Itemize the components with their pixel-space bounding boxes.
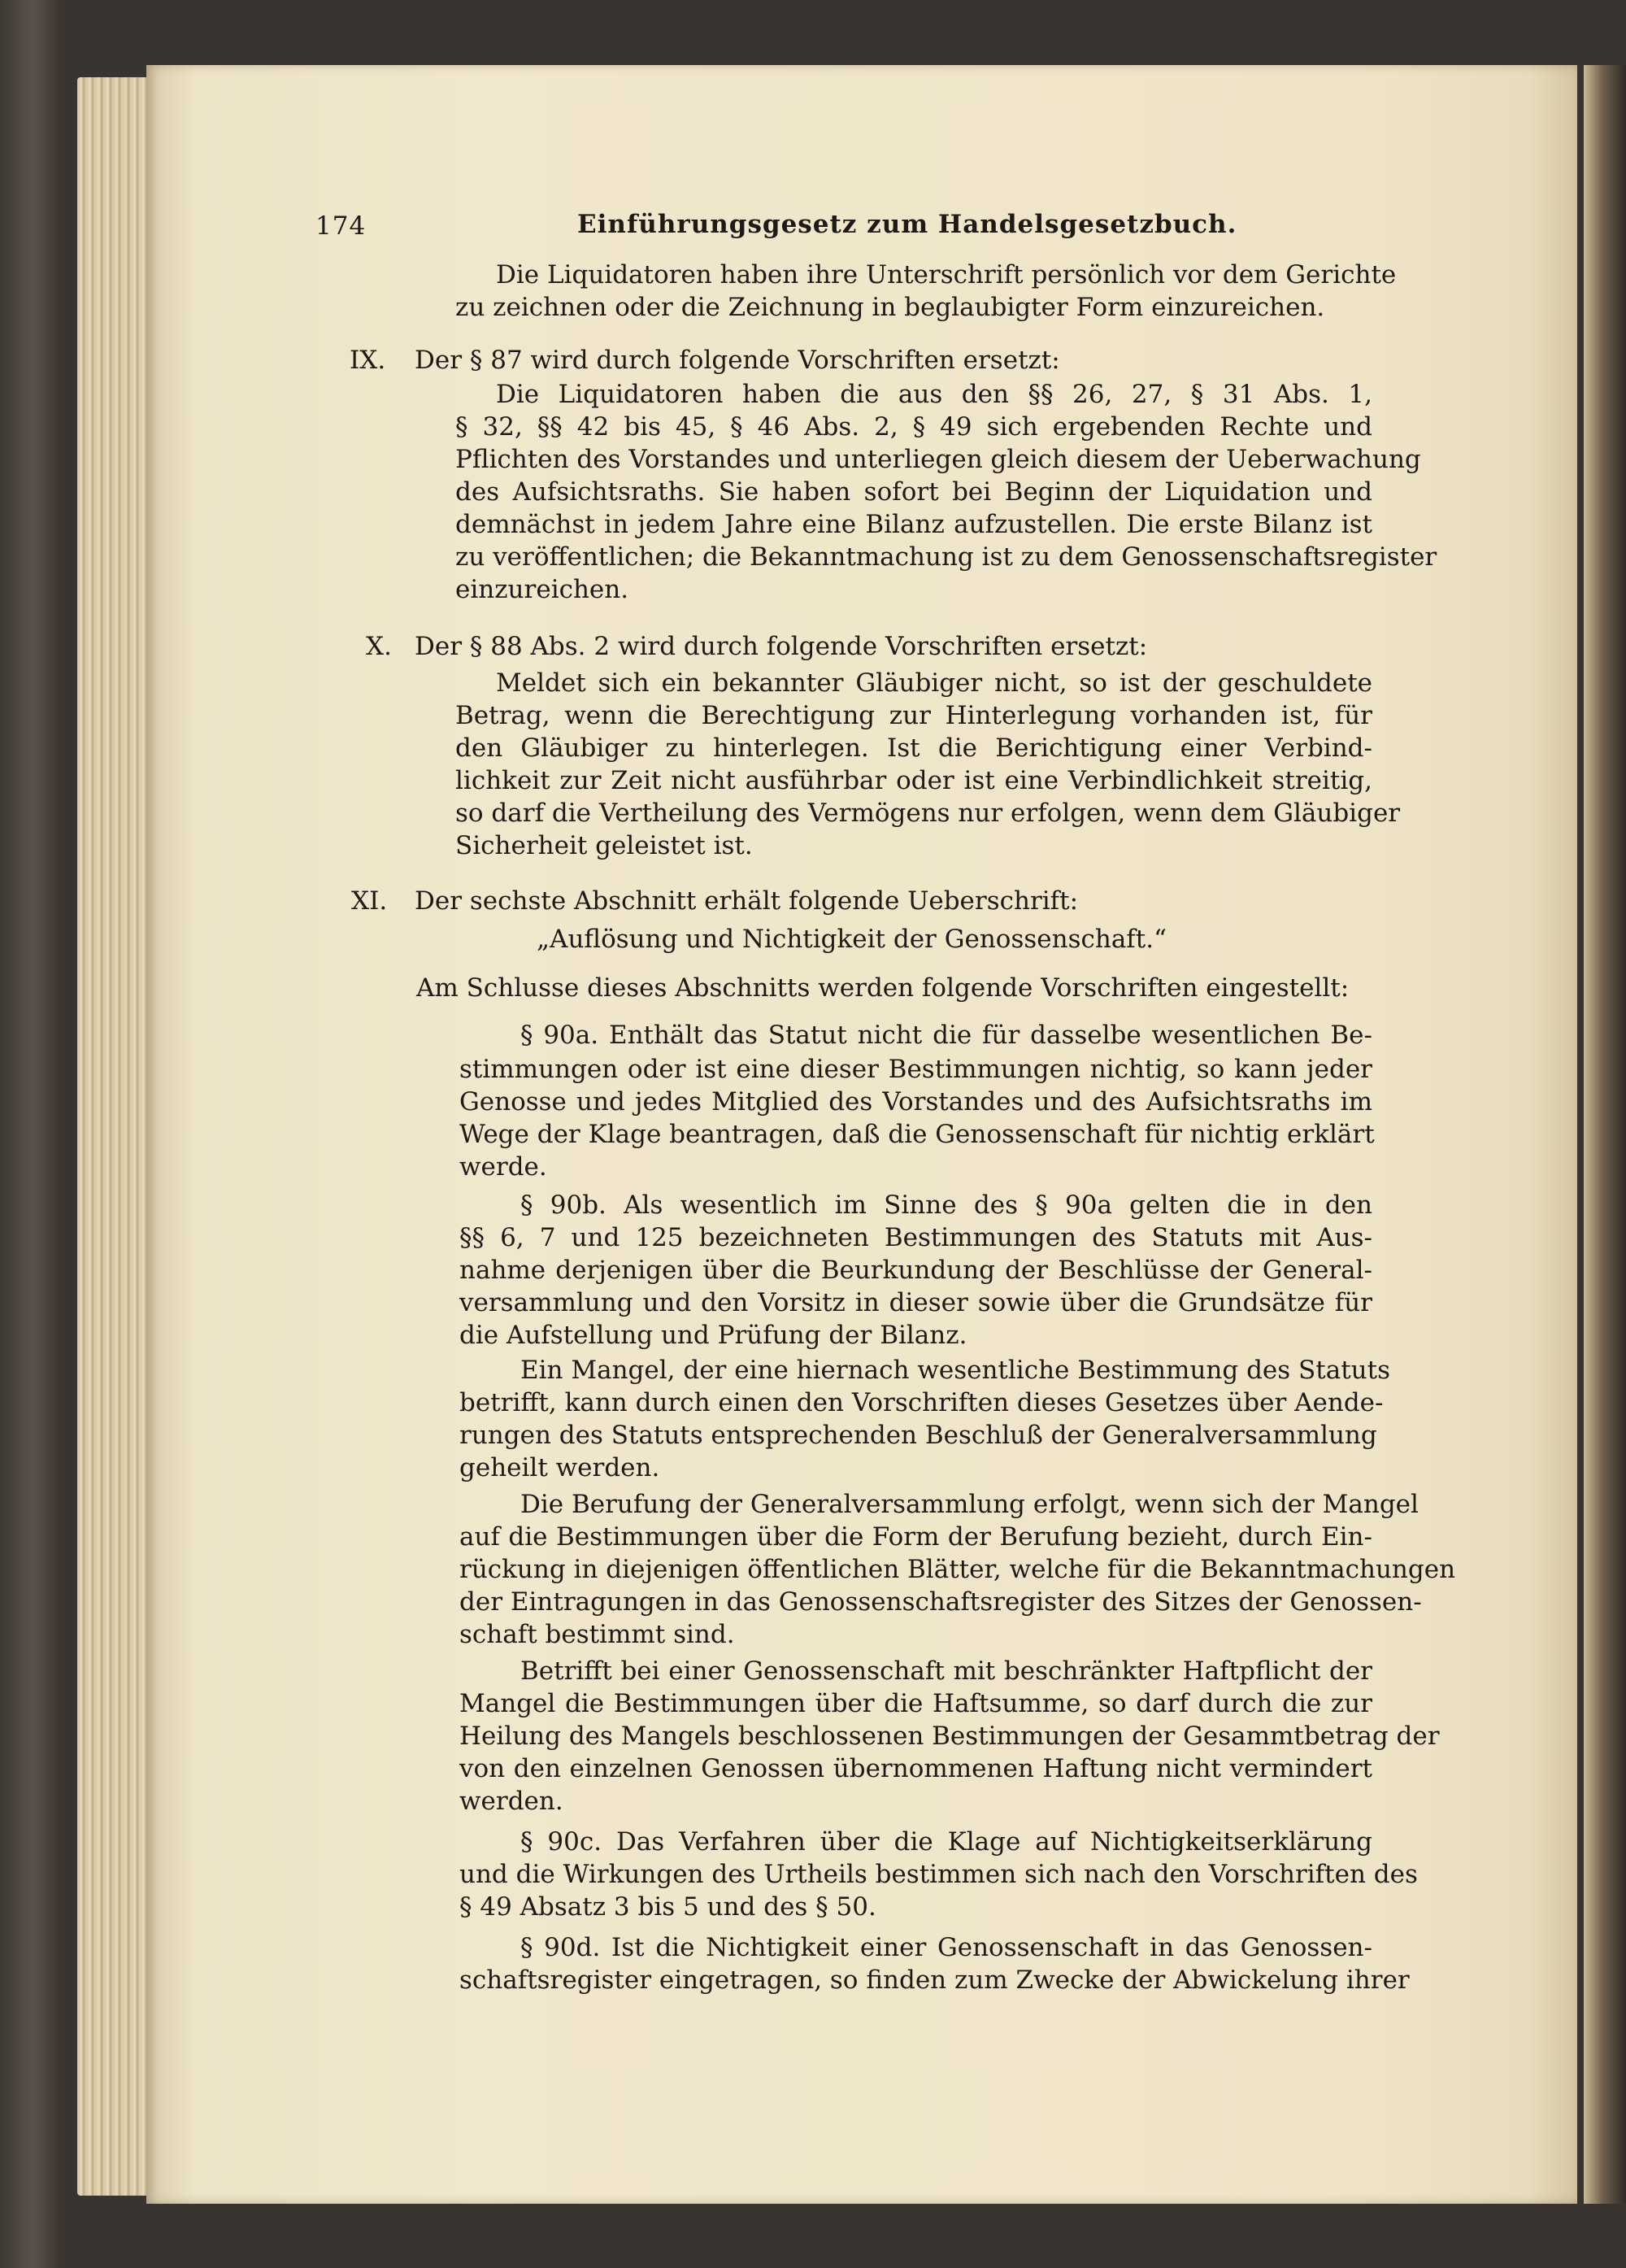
text-line: Meldet sich ein bekannter Gläubiger nicht, so ist der geschuldete [496,668,1372,698]
text-line: Die Liquidatoren haben ihre Unterschrift persönlich vor dem Gerichte [496,260,1397,289]
text-line: rückung in diejenigen öffentlichen Blätter, welche für die Bekanntmachungen [459,1555,1456,1584]
text-line: Betrag, wenn die Berechtigung zur Hinterlegung vorhanden ist, für [455,701,1372,730]
text-line: werden. [459,1787,563,1816]
text-line: § 90d. Ist die Nichtigkeit einer Genossenschaft in das Genossen- [520,1933,1372,1962]
section-marker: X. [366,632,392,661]
section-marker: XI. [351,886,388,916]
text-line: § 90a. Enthält das Statut nicht die für dasselbe wesentlichen Be- [520,1021,1372,1050]
page-number: 174 [315,211,367,241]
text-line: Mangel die Bestimmungen über die Haftsumme, so darf durch die zur [459,1689,1372,1718]
text-line: Heilung des Mangels beschlossenen Bestimmungen der Gesammtbetrag der [459,1722,1440,1751]
text-line: die Aufstellung und Prüfung der Bilanz. [459,1321,967,1350]
text-line: so darf die Vertheilung des Vermögens nur erfolgen, wenn dem Gläubiger [455,799,1401,828]
running-head: Einführungsgesetz zum Handelsgesetzbuch. [577,210,1237,239]
section-marker: IX. [350,346,386,375]
text-line: § 32, §§ 42 bis 45, § 46 Abs. 2, § 49 sich ergebenden Rechte und [455,412,1372,442]
text-line: der Eintragungen in das Genossenschaftsregister des Sitzes der Genossen- [459,1587,1422,1617]
text-line: nahme derjenigen über die Beurkundung der Beschlüsse der General- [459,1256,1372,1285]
text-line: Betrifft bei einer Genossenschaft mit beschränkter Haftpflicht der [520,1656,1372,1686]
text-line: betrifft, kann durch einen den Vorschriften dieses Gesetzes über Aende- [459,1388,1384,1417]
text-line: zu zeichnen oder die Zeichnung in beglaubigter Form einzureichen. [455,293,1325,322]
text-line: auf die Bestimmungen über die Form der Berufung bezieht, durch Ein- [459,1522,1372,1552]
text-line: des Aufsichtsraths. Sie haben sofort bei Beginn der Liquidation und [455,477,1372,507]
text-line: Am Schlusse dieses Abschnitts werden folgende Vorschriften eingestellt: [416,973,1350,1003]
text-line: und die Wirkungen des Urtheils bestimmen sich nach den Vorschriften des [459,1860,1418,1889]
text-line: werde. [459,1152,547,1182]
text-line: schaft bestimmt sind. [459,1620,735,1649]
text-line: rungen des Statuts entsprechenden Beschluß der Generalversammlung [459,1421,1377,1450]
text-line: Die Berufung der Generalversammlung erfolgt, wenn sich der Mangel [520,1490,1419,1519]
text-line: Wege der Klage beantragen, daß die Genossenschaft für nichtig erklärt [459,1120,1375,1149]
text-line: zu veröffentlichen; die Bekanntmachung ist zu dem Genossenschaftsregister [455,542,1437,572]
text-line: den Gläubiger zu hinterlegen. Ist die Berichtigung einer Verbind- [455,734,1372,763]
text-line: Genosse und jedes Mitglied des Vorstandes und des Aufsichtsraths im [459,1087,1372,1117]
text-line: lichkeit zur Zeit nicht ausführbar oder ist eine Verbindlichkeit streitig, [455,766,1372,795]
text-line: stimmungen oder ist eine dieser Bestimmungen nichtig, so kann jeder [459,1055,1372,1084]
text-line: § 90b. Als wesentlich im Sinne des § 90a gelten die in den [520,1191,1372,1220]
text-line: § 49 Absatz 3 bis 5 und des § 50. [459,1892,876,1922]
text-line: §§ 6, 7 und 125 bezeichneten Bestimmungen des Statuts mit Aus- [459,1223,1372,1252]
text-line: versammlung und den Vorsitz in dieser sowie über die Grundsätze für [459,1288,1372,1317]
text-line: Die Liquidatoren haben die aus den §§ 26, 27, § 31 Abs. 1, [496,380,1372,409]
text-line: schaftsregister eingetragen, so finden zum Zwecke der Abwickelung ihrer [459,1965,1410,1995]
text-line: Der § 88 Abs. 2 wird durch folgende Vorschriften ersetzt: [415,632,1148,661]
text-line: „Auflösung und Nichtigkeit der Genossenschaft.“ [537,925,1167,954]
text-line: demnächst in jedem Jahre eine Bilanz aufzustellen. Die erste Bilanz ist [455,510,1372,539]
text-line: Der sechste Abschnitt erhält folgende Ueberschrift: [415,886,1079,916]
text-line: § 90c. Das Verfahren über die Klage auf Nichtigkeitserklärung [520,1827,1372,1857]
text-line: von den einzelnen Genossen übernommenen Haftung nicht vermindert [459,1754,1372,1783]
text-line: geheilt werden. [459,1453,660,1482]
text-line: Der § 87 wird durch folgende Vorschriften ersetzt: [415,346,1060,375]
text-line: Sicherheit geleistet ist. [455,831,753,860]
text-line: Pflichten des Vorstandes und unterliegen gleich diesem der Ueberwachung [455,445,1421,474]
text-line: Ein Mangel, der eine hiernach wesentliche Bestimmung des Statuts [520,1356,1390,1385]
text-line: einzureichen. [455,575,629,604]
